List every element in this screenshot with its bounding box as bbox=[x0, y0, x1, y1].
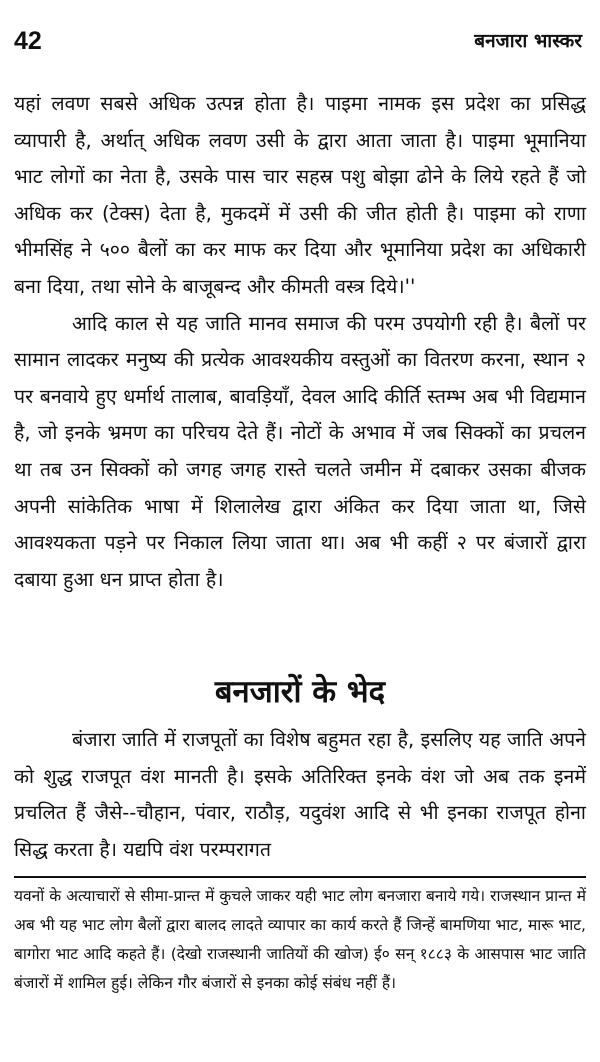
footnote-divider bbox=[14, 876, 586, 878]
footnote bbox=[14, 882, 586, 998]
footnote-text: यवनों के अत्याचारों से सीमा-प्रान्त में कुचले जाकर यही भाट लोग बनजारा बनाये गये। राजस्थान प्रान्त में अब भी यह भाट लोग बैलों द्वारा बालद लादते व्यापार का कार्य करते हैं जिन्हें बामणिया भाट, मारू भाट, बागोरा भाट आदि कहते हैं। (देखो राजस्थानी जातियों की खोज) ई० सन् १८८३ के आसपास भाट जाति बंजारों में शामिल हुई। लेकिन गौर बंजारों से इनका कोई संबंध नहीं हैं। bbox=[14, 887, 586, 992]
page-number: 42 bbox=[14, 27, 42, 55]
section-text bbox=[14, 722, 586, 868]
running-head: बनजारा भास्कर bbox=[474, 30, 582, 52]
paragraph-continued: यहां लवण सबसे अधिक उत्पन्न होता है। पाइमा नामक इस प्रदेश का प्रसिद्ध व्यापारी है, अर्थात् अधिक लवण उसी के द्वारा आता जाता है। पाइमा भूमानिया भाट लोगों का नेता है, उसके पास चार सहस्र पशु बोझा ढोने के लिये रहते हैं जो अधिक कर (टेक्स) देता है, मुकदमें में उसी की जीत होती है। पाइमा को राणा भीमसिंह ने ५०० बैलों का कर माफ कर दिया और भूमानिया प्रदेश का अधिकारी बना दिया, तथा सोने के बाजूबन्द और कीमती वस्त्र दिये।'' bbox=[14, 92, 586, 298]
section-heading: बनजारों के भेद bbox=[214, 674, 386, 710]
main-text bbox=[14, 86, 586, 598]
paragraph: आदि काल से यह जाति मानव समाज की परम उपयोगी रही है। बैलों पर सामान लादकर मनुष्य की प्रत्येक आवश्यकीय वस्तुओं का वितरण करना, स्थान २ पर बनवाये हुए धर्मार्थ तालाब, बावड़ियाँ, देवल आदि कीर्ति स्तम्भ अब भी विद्यमान है, जो इनके भ्रमण का परिचय देते हैं। नोटों के अभाव में जब सिक्कों का प्रचलन था तब उन सिक्कों को जगह जगह रास्ते चलते जमीन में दबाकर उसका बीजक अपनी सांकेतिक भाषा में शिलालेख द्वारा अंकित कर दिया जाता था, जिसे आवश्यकता पड़ने पर निकाल लिया जाता था। अब भी कहीं २ पर बंजारों द्वारा दबाया हुआ धन प्राप्त होता है। bbox=[14, 311, 586, 591]
paragraph: बंजारा जाति में राजपूतों का विशेष बहुमत रहा है, इसलिए यह जाति अपने को शुद्ध राजपूत वंश मानती है। इसके अतिरिक्त इनके वंश जो अब तक इनमें प्रचलित हैं जैसे--चौहान, पंवार, राठौड़, यदुवंश आदि से भी इनका राजपूत होना सिद्ध करता है। यद्यपि वंश परम्परागत bbox=[14, 728, 586, 861]
page-header bbox=[14, 26, 582, 56]
